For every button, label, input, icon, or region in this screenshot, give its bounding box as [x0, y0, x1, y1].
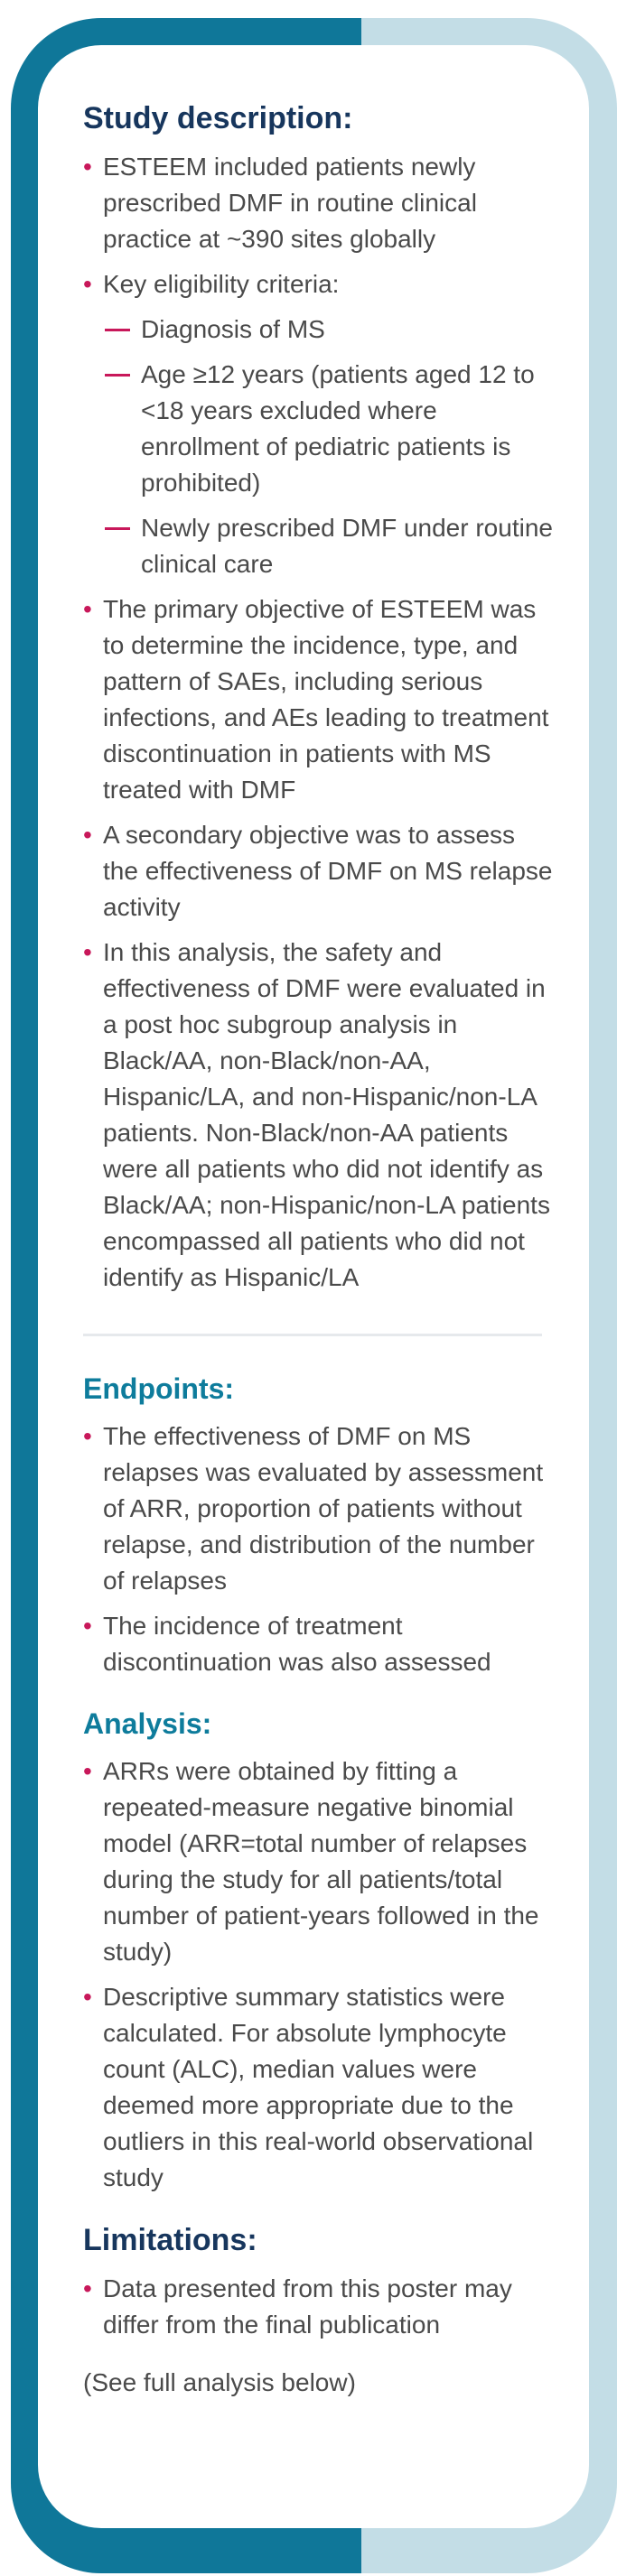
list-item: • Descriptive summary statistics were calculated. For absolute lymphocyte count (ALC), median values were deemed more appropriate due to the outliers in this real-world observational study	[83, 1979, 553, 2196]
list-item: • Key eligibility criteria:	[83, 266, 553, 302]
study-description-list	[83, 149, 553, 302]
analysis-heading: Analysis:	[83, 1707, 212, 1740]
eligibility-criteria-list	[83, 312, 553, 582]
list-item: • ESTEEM included patients newly prescribed DMF in routine clinical practice at ~390 sites globally	[83, 149, 553, 257]
endpoints-list	[83, 1418, 553, 1680]
limitations-heading: Limitations:	[83, 2223, 257, 2257]
list-item: • In this analysis, the safety and effectiveness of DMF were evaluated in a post hoc subgroup analysis in Black/AA, non-Black/non-AA, Hispanic/LA, and non-Hispanic/non-LA patients. Non-Black/non-AA patients were all patients who did not identify as Black/AA; non-Hispanic/non-LA patients encompassed all patients who did not identify as Hispanic/LA	[83, 935, 553, 1296]
list-item: • Data presented from this poster may differ from the final publication	[83, 2271, 553, 2343]
study-description-heading: Study description:	[83, 101, 353, 135]
list-item: • The effectiveness of DMF on MS relapses was evaluated by assessment of ARR, proportion of patients without relapse, and distribution of the number of relapses	[83, 1418, 553, 1599]
limitations-list	[83, 2271, 553, 2343]
study-objectives-list	[83, 591, 553, 1296]
list-item: • The primary objective of ESTEEM was to determine the incidence, type, and pattern of SAEs, including serious infections, and AEs leading to treatment discontinuation in patients with MS treated with DMF	[83, 591, 553, 808]
endpoints-heading: Endpoints:	[83, 1372, 235, 1405]
section-divider	[83, 1334, 542, 1336]
see-full-analysis-note: (See full analysis below)	[83, 2368, 356, 2396]
analysis-list	[83, 1753, 553, 2196]
poster-content	[83, 101, 553, 2397]
sub-list-item: Diagnosis of MS	[83, 312, 553, 348]
sub-list-item: Age ≥12 years (patients aged 12 to <18 years excluded where enrollment of pediatric patients is prohibited)	[83, 357, 553, 501]
list-item: • ARRs were obtained by fitting a repeated-measure negative binomial model (ARR=total number of relapses during the study for all patients/total number of patient-years followed in the study)	[83, 1753, 553, 1970]
list-item: • A secondary objective was to assess the effectiveness of DMF on MS relapse activity	[83, 817, 553, 925]
sub-list-item: Newly prescribed DMF under routine clinical care	[83, 510, 553, 582]
list-item: • The incidence of treatment discontinuation was also assessed	[83, 1608, 553, 1680]
